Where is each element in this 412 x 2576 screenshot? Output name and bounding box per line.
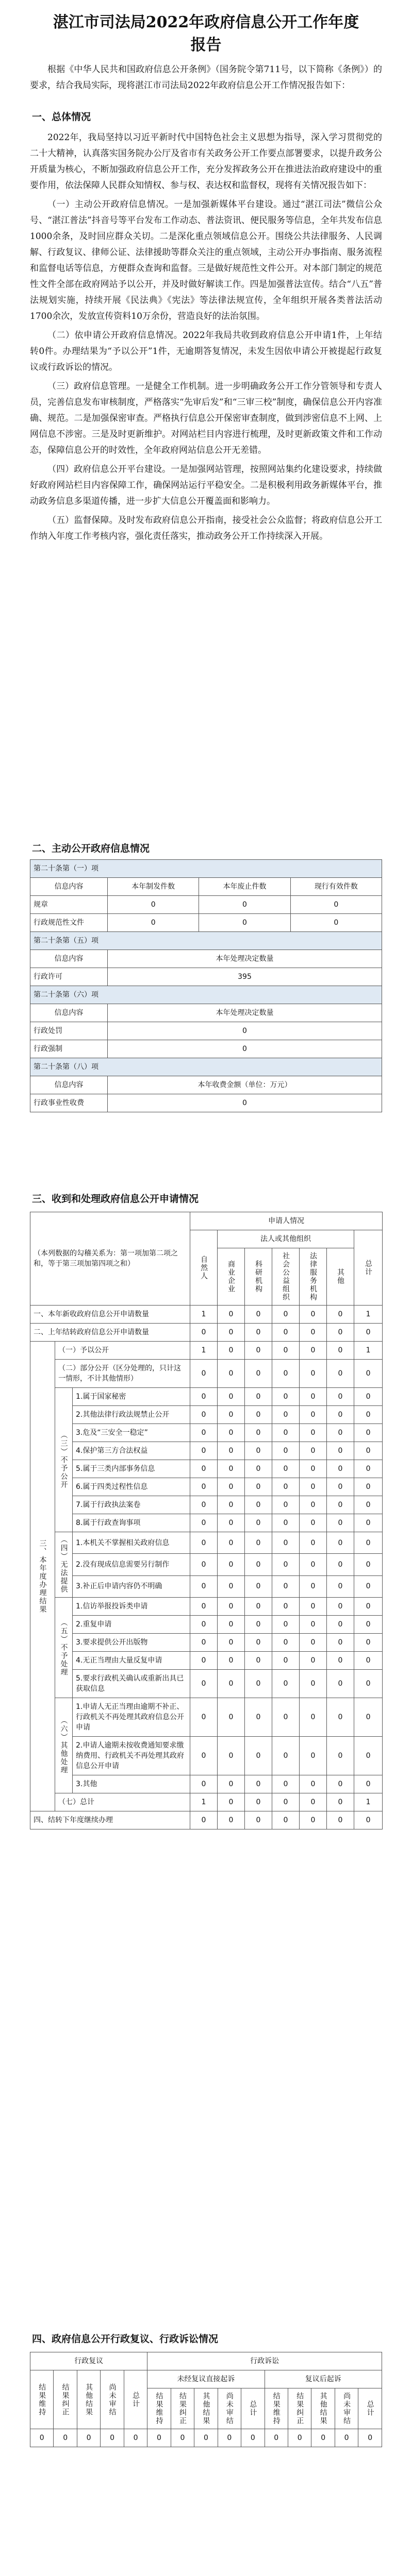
row-label: 5.属于三类内部事务信息: [73, 1460, 190, 1478]
table-cell: 0: [327, 1324, 354, 1342]
column-header: 本年废止件数: [199, 878, 290, 896]
row-label: 3.补正后申请内容仍不明确: [73, 1575, 190, 1597]
table-cell: 0: [300, 1360, 327, 1388]
table-cell: 0: [245, 1324, 272, 1342]
row-label: 四、结转下年度继续办理: [30, 1811, 190, 1829]
section-heading-1: 一、总体情况: [32, 111, 91, 123]
row-label: 2.申请人逾期未按收费通知要求缴纳费用、行政机关不再处理其政府信息公开申请: [73, 1737, 190, 1775]
no-process-label: （五）不予处理: [55, 1598, 73, 1698]
table-cell: 0: [199, 896, 290, 914]
table-cell: 0: [290, 914, 382, 932]
table-cell: 0: [30, 2429, 54, 2447]
table-cell: 0: [327, 1342, 354, 1360]
row-label: 行政许可: [30, 968, 108, 986]
application-table: （本列数据的勾稽关系为：第一项加第二项之和，等于第三项加第四项之和） 申请人情况 自然人 法人或其他组织 总计 商业企业 科研机构 社会公益组织 法律服务机构 其他 一、本年新收政府信息公开申请数量 1 0 0 0 0 0 1 二、上年结转政府信息公开申请数量 0 0 0 0 0 0 0 三、本年度办理结果 （一）予以公开 1 0 0 0 0 0 1 （二）部分公开（区分处理的，只计这一情形，不计其他情形） 0 0 0 0 0 0 0 （三）不予公开 1.属于国家秘密 0 0 0 0 0 0 0 2.其他法律行政法规禁止公开 0 0 0 0 0 0 0 3.危及“三安全一稳定” 0 0 0 0 0 0 0 4.保护第三方合法权益 0 0 0 0 0 0 0 5.属于三类内部事务信息 0 0 0 0 0 0 0 6.属于四类过程性信息 0 0 0 0 0 0 0 7.属于行政执法案卷 0 0 0 0 0 0 0 8.属于行政查询事项 0 0 0 0 0 0 0 （四）无法提供 1.本机关不掌握相关政府信息 0 0 0 0 0 0 0 2.没有现成信息需要另行制作 0 0 0 0 0 0 0 3.补正后申请内容仍不明确 0 0 0 0 0 0 0 （五）不予处理 1.信访举报投诉类申请 0 0 0 0 0 0 0 2.重复申请 0 0 0 0 0 0 0 3.要求提供公开出版物 0 0 0 0 0 0 0 4.无正当理由大量反复申请 0 0 0 0 0 0 0 5.要求行政机关确认或重新出具已获取信息 0 0 0 0 0 0 0 （六）其他处理 1.申请人无正当理由逾期不补正、行政机关不再处理其政府信息公开申请 0 0 0 0 0 0 0 2.申请人逾期未按收费通知要求缴纳费用、行政机关不再处理其政府信息公开申请 0 0 0 0 0 0 0 3.其他 0 0 0 0 0 0 0 （七）总计 1 0 0 0 0 0 1 四、结转下年度继续办理 0 0 0 0 0 0 0: [30, 1212, 383, 1829]
table-cell: 0: [272, 1324, 300, 1342]
table-cell: 1: [190, 1793, 218, 1811]
row-label: （二）部分公开（区分处理的，只计这一情形，不计其他情形）: [55, 1360, 190, 1388]
applicant-header: 申请人情况: [190, 1212, 383, 1230]
table-cell: 0: [108, 1022, 382, 1040]
table-cell: 0: [272, 1793, 300, 1811]
column-header: 信息内容: [30, 1004, 108, 1022]
row-label: 一、本年新收政府信息公开申请数量: [30, 1306, 190, 1324]
overview-paragraph: （一）主动公开政府信息情况。一是加强新媒体平台建设。通过“湛江司法”微信公众号、“湛江普法”抖音号等平台发布工作动态、普法资讯、便民服务等信息，全年共发布信息1000余条，及时回应群众关切。二是深化重点领域信息公开。围绕公共法律服务、人民调解、行政复议、律师公证、法律援助等群众关注的重点领域，主动公开办事指南、服务流程和监督电话等信息，方便群众查询和监督。三是做好规范性文件公开。对本部门制定的规范性文件全部在政府网站予以公开，并及时做好解读工作。四是加强普法宣传。结合“八五”普法规划实施，持续开展《民法典》《宪法》等法律法规宣传，全年组织开展各类普法活动1700余次，发放宣传资料10万余份，营造良好的法治氛围。: [30, 199, 382, 321]
table-cell: 1: [190, 1306, 218, 1324]
section-heading-3: 三、收到和处理政府信息公开申请情况: [32, 1193, 199, 1205]
column-header: 信息内容: [30, 878, 108, 896]
row-label: 2.其他法律行政法规禁止公开: [73, 1406, 190, 1424]
row-label: 6.属于四类过程性信息: [73, 1478, 190, 1496]
table-cell: 0: [171, 2429, 194, 2447]
table-cell: 0: [327, 1811, 354, 1829]
row-label: 4.无正当理由大量反复申请: [73, 1652, 190, 1670]
intro-paragraph: 根据《中华人民共和国政府信息公开条例》（国务院令第711号，以下简称《条例》）的要求，结合我局实际，现将湛江市司法局2022年政府信息公开工作情况报告如下：: [30, 64, 382, 91]
table-group-header: 第二十条第（一）项: [30, 860, 382, 878]
table-cell: 0: [288, 2429, 311, 2447]
row-label: 7.属于行政执法案卷: [73, 1496, 190, 1514]
result-group-label: 三、本年度办理结果: [30, 1342, 55, 1811]
overview-paragraph: （三）政府信息管理。一是健全工作机制。进一步明确政务公开工作分管领导和专责人员，完善信息发布审核制度，严格落实“先审后发”和“三审三校”制度，确保信息公开内容准确、规范。二是加强保密审查。严格执行信息公开保密审查制度，做到涉密信息不上网、上网信息不涉密。三是及时更新维护。对网站栏目内容进行梳理，及时更新政策文件和工作动态，保障信息公开的时效性，全年政府网站信息公开无差错。: [30, 381, 382, 455]
row-label: 4.保护第三方合法权益: [73, 1442, 190, 1460]
table-cell: 0: [272, 1360, 300, 1388]
review-litigation-table: 行政复议 行政诉讼 结果维持 结果纠正 其他结果 尚未审结 总计 未经复议直接起诉 复议后起诉 结果维持 结果纠正 其他结果 尚未审结 总计 结果维持 结果纠正 其他结果 尚未审结 总计 0 0 0 0 0 0 0 0 0 0 0 0 0 0 0: [30, 2352, 382, 2447]
row-label: 二、上年结转政府信息公开申请数量: [30, 1324, 190, 1342]
row-label: 1.本机关不掌握相关政府信息: [73, 1532, 190, 1554]
sub-column-header: 商业企业: [218, 1248, 245, 1306]
table-cell: 0: [218, 2429, 241, 2447]
table-cell: 0: [245, 1306, 272, 1324]
overview-paragraph: （二）依申请公开政府信息情况。2022年我局共收到政府信息公开申请1件，上年结转0件。办理结果为“予以公开”1件，无逾期答复情况，未发生因依申请公开被提起行政复议或行政诉讼的情况。: [30, 330, 382, 372]
table-cell: 0: [300, 1342, 327, 1360]
table-cell: 0: [300, 1793, 327, 1811]
row-label: 2.重复申请: [73, 1616, 190, 1634]
table-cell: 0: [108, 1040, 382, 1058]
table-cell: 1: [354, 1342, 383, 1360]
sub-column-header: 社会公益组织: [272, 1248, 300, 1306]
table-cell: 0: [77, 2429, 100, 2447]
sub-column-header: 其他: [327, 1248, 354, 1306]
row-label: 3.其他: [73, 1775, 190, 1793]
column-header: 本年收费金额（单位：万元）: [108, 1076, 382, 1094]
overview-paragraph: （五）监督保障。及时发布政府信息公开指南，接受社会公众监督；将政府信息公开工作纳入年度工作考核内容，强化责任落实，推动政务公开工作持续深入开展。: [30, 515, 382, 541]
table-cell: 0: [272, 1306, 300, 1324]
table-cell: 0: [272, 1811, 300, 1829]
row-label: （一）予以公开: [55, 1342, 190, 1360]
table-cell: 0: [354, 1360, 383, 1388]
table-cell: 0: [199, 914, 290, 932]
litigation-header: 行政诉讼: [147, 2352, 382, 2370]
table-cell: 0: [245, 1360, 272, 1388]
table-cell: 0: [335, 2429, 358, 2447]
overview-paragraph: 2022年，我局坚持以习近平新时代中国特色社会主义思想为指导，深入学习贯彻党的二十大精神，认真落实国务院办公厅及省市有关政务公开工作要点部署要求，以提升政务公开质量为核心，不断加强政府信息公开工作，充分发挥政务公开在推进法治政府建设中的重要作用，依法保障人民群众知情权、参与权、表达权和监督权，现将有关情况报告如下：: [30, 132, 382, 191]
table-cell: 0: [190, 1360, 218, 1388]
intro-block: [30, 62, 382, 97]
table-cell: 0: [245, 1342, 272, 1360]
total-header: 总计: [354, 1230, 383, 1306]
cannot-provide-label: （四）无法提供: [55, 1532, 73, 1598]
table-cell: 0: [327, 1793, 354, 1811]
table-cell: 0: [190, 1324, 218, 1342]
column-header: 本年处理决定数量: [108, 950, 382, 968]
direct-suit-header: 未经复议直接起诉: [147, 2370, 265, 2388]
row-label: 2.没有现成信息需要另行制作: [73, 1554, 190, 1575]
table-cell: 0: [218, 1793, 245, 1811]
table-cell: 0: [354, 1324, 383, 1342]
table-cell: 395: [108, 968, 382, 986]
column-header: 信息内容: [30, 1076, 108, 1094]
column-header: 本年制发件数: [108, 878, 199, 896]
section-heading-2: 二、主动公开政府信息情况: [32, 843, 150, 854]
table-cell: 1: [354, 1793, 383, 1811]
table-cell: 0: [124, 2429, 147, 2447]
table-cell: 0: [108, 896, 199, 914]
table-cell: 1: [190, 1342, 218, 1360]
table-cell: 0: [300, 1306, 327, 1324]
table-group-header: 第二十条第（八）项: [30, 1058, 382, 1076]
row-label: 1.信访举报投诉类申请: [73, 1598, 190, 1616]
row-label: 1.属于国家秘密: [73, 1388, 190, 1406]
item-column-header: （本列数据的勾稽关系为：第一项加第二项之和，等于第三项加第四项之和）: [30, 1212, 190, 1306]
table-cell: 0: [218, 1306, 245, 1324]
person-header: 自然人: [190, 1230, 218, 1306]
row-label: 5.要求行政机关确认或重新出具已获取信息: [73, 1670, 190, 1698]
column-header: 信息内容: [30, 950, 108, 968]
table-cell: 0: [245, 1793, 272, 1811]
table-cell: 0: [108, 1094, 382, 1112]
proactive-disclosure-table: [30, 859, 382, 1112]
table-cell: 1: [354, 1306, 383, 1324]
table-cell: 0: [245, 1811, 272, 1829]
column-header: 现行有效件数: [290, 878, 382, 896]
row-label: 行政强制: [30, 1040, 108, 1058]
table-cell: 0: [265, 2429, 288, 2447]
table-cell: 0: [194, 2429, 218, 2447]
legal-header: 法人或其他组织: [218, 1230, 354, 1248]
row-label: 行政事业性收费: [30, 1094, 108, 1112]
table-cell: 0: [300, 1811, 327, 1829]
row-label: （七）总计: [55, 1793, 190, 1811]
table-cell: 0: [311, 2429, 335, 2447]
column-header: 本年处理决定数量: [108, 1004, 382, 1022]
table-cell: 0: [241, 2429, 265, 2447]
sub-column-header: 法律服务机构: [300, 1248, 327, 1306]
page-title: 湛江市司法局2022年政府信息公开工作年度报告: [53, 13, 359, 54]
overview-block: [30, 130, 382, 548]
overview-paragraph: （四）政府信息公开平台建设。一是加强网站管理，按照网站集约化建设要求，持续做好政府网站栏目内容保障工作，确保网站运行平稳安全。二是积极利用政务新媒体平台，推动政务信息多渠道传播，进一步扩大信息公开覆盖面和影响力。: [30, 464, 382, 506]
table-cell: 0: [108, 914, 199, 932]
table-cell: 0: [354, 1811, 383, 1829]
table-cell: 0: [300, 1324, 327, 1342]
other-process-label: （六）其他处理: [55, 1698, 73, 1793]
table-cell: 0: [272, 1342, 300, 1360]
table-cell: 0: [218, 1811, 245, 1829]
table-cell: 0: [290, 896, 382, 914]
table-cell: 0: [218, 1360, 245, 1388]
table-cell: 0: [218, 1324, 245, 1342]
after-review-header: 复议后起诉: [265, 2370, 382, 2388]
table-group-header: 第二十条第（六）项: [30, 986, 382, 1004]
row-label: 行政处罚: [30, 1022, 108, 1040]
row-label: 3.要求提供公开出版物: [73, 1634, 190, 1652]
review-header: 行政复议: [30, 2352, 147, 2370]
table-cell: 0: [101, 2429, 124, 2447]
table-cell: 0: [327, 1306, 354, 1324]
table-cell: 0: [327, 1360, 354, 1388]
table-cell: 0: [190, 1811, 218, 1829]
row-label: 行政规范性文件: [30, 914, 108, 932]
table-group-header: 第二十条第（五）项: [30, 932, 382, 950]
table-cell: 0: [218, 1342, 245, 1360]
row-label: 8.属于行政查询事项: [73, 1514, 190, 1532]
table-cell: 0: [147, 2429, 171, 2447]
row-label: 3.危及“三安全一稳定”: [73, 1424, 190, 1442]
sub-column-header: 科研机构: [245, 1248, 272, 1306]
not-open-label: （三）不予公开: [55, 1388, 73, 1532]
table-cell: 0: [358, 2429, 382, 2447]
section-heading-4: 四、政府信息公开行政复议、行政诉讼情况: [32, 2333, 219, 2345]
row-label: 规章: [30, 896, 108, 914]
row-label: 1.申请人无正当理由逾期不补正、行政机关不再处理其政府信息公开申请: [73, 1698, 190, 1737]
table-cell: 0: [54, 2429, 77, 2447]
